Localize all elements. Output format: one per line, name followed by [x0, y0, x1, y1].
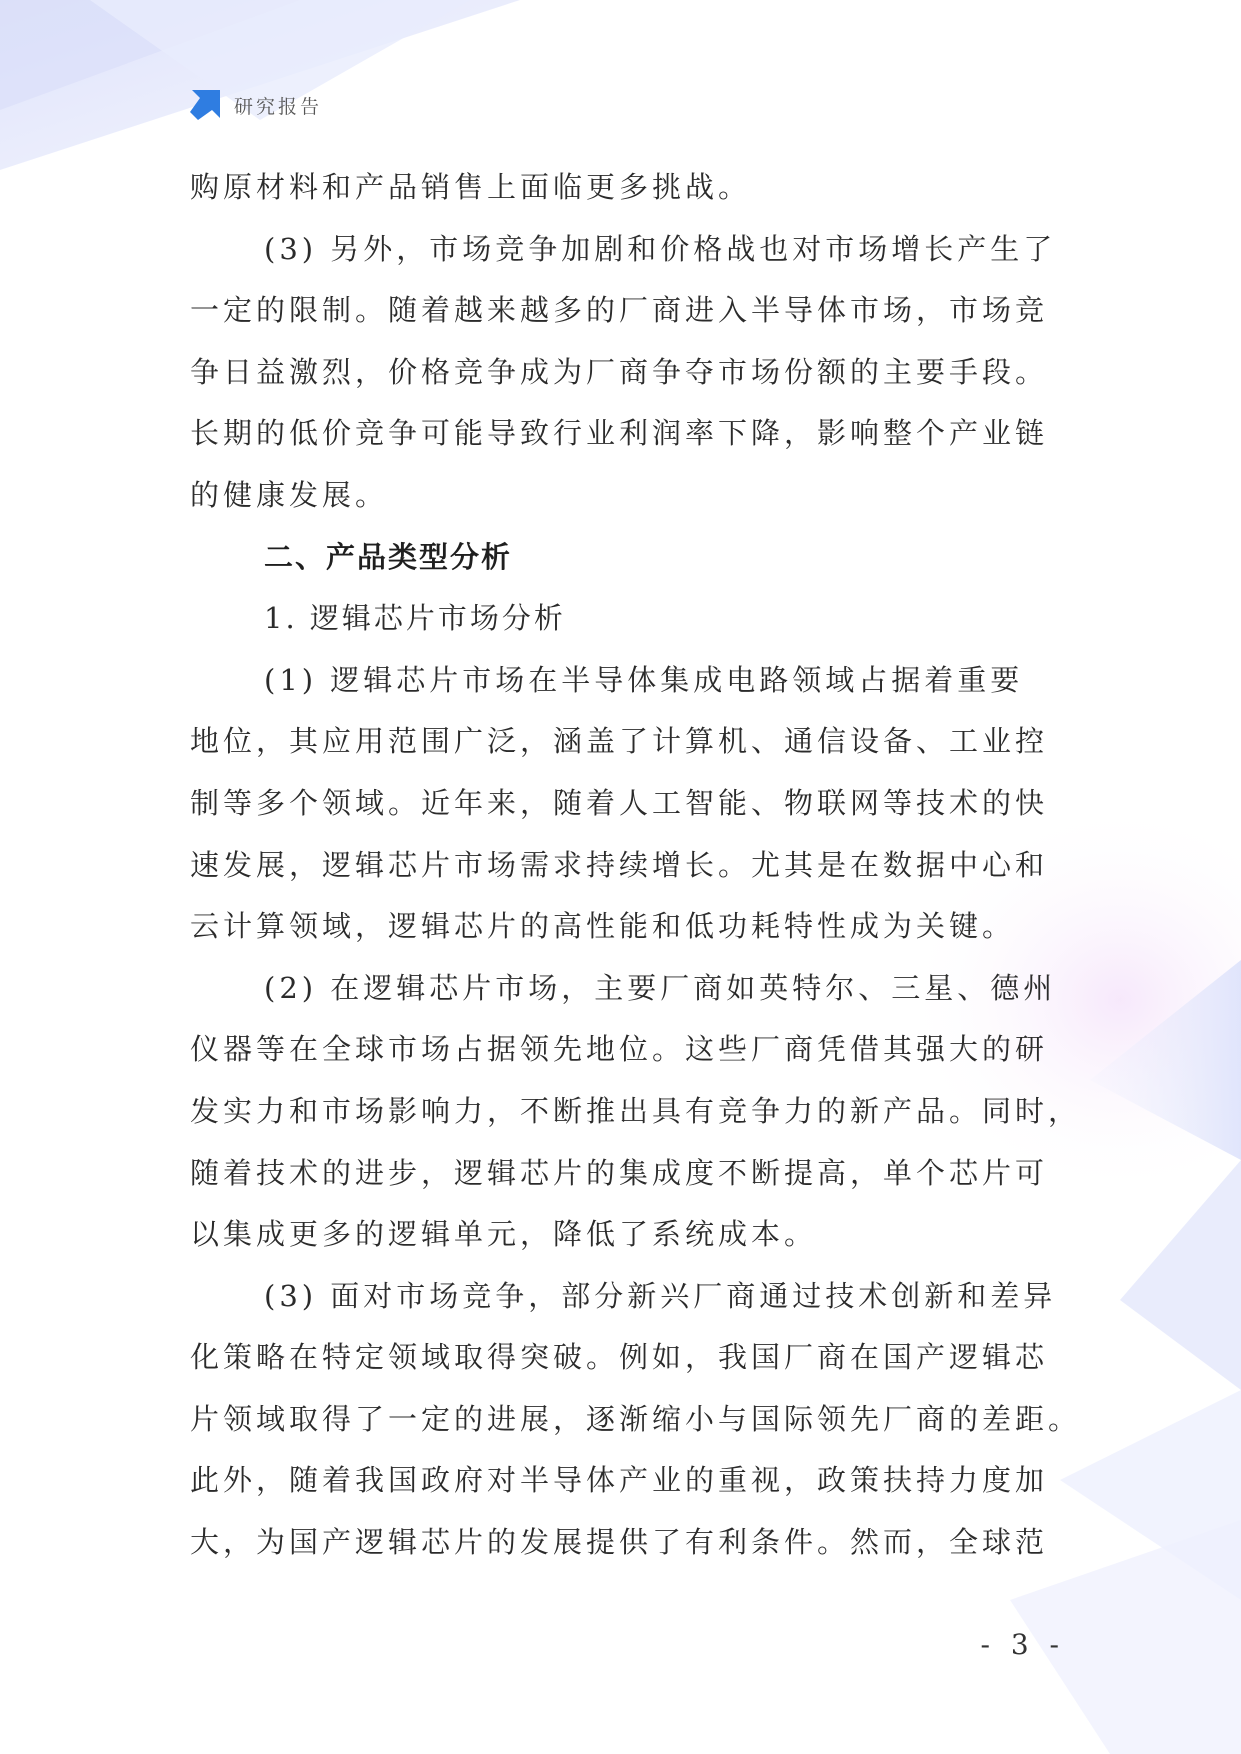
- page-number: - 3 -: [980, 1628, 1065, 1661]
- paragraph-line: 发实力和市场影响力，不断推出具有竞争力的新产品。同时，: [190, 1093, 1082, 1128]
- paragraph-line: 此外，随着我国政府对半导体产业的重视，政策扶持力度加: [190, 1463, 1049, 1498]
- paragraph-line: 长期的低价竞争可能导致行业利润率下降，影响整个产业链: [190, 416, 1049, 451]
- document-body: [190, 157, 1082, 1574]
- paragraph-line: 随着技术的进步，逻辑芯片的集成度不断提高，单个芯片可: [190, 1155, 1049, 1190]
- paragraph-line: 制等多个领域。近年来，随着人工智能、物联网等技术的快: [190, 785, 1049, 820]
- paragraph-line: 化策略在特定领域取得突破。例如，我国厂商在国产逻辑芯: [190, 1340, 1049, 1375]
- section-heading: 二、产品类型分析: [264, 539, 513, 574]
- paragraph-line: 地位，其应用范围广泛，涵盖了计算机、通信设备、工业控: [190, 724, 1049, 759]
- paragraph-line: (1) 逻辑芯片市场在半导体集成电路领域占据着重要: [264, 662, 1024, 697]
- paragraph-line: 仪器等在全球市场占据领先地位。这些厂商凭借其强大的研: [190, 1032, 1049, 1067]
- arrow-up-right-icon: [188, 88, 222, 122]
- paragraph-line: (3) 另外，市场竞争加剧和价格战也对市场增长产生了: [264, 231, 1057, 266]
- header-title: 研究报告: [234, 95, 323, 118]
- paragraph-line: 片领域取得了一定的进展，逐渐缩小与国际领先厂商的差距。: [190, 1401, 1082, 1436]
- paragraph-line: 的健康发展。: [190, 477, 389, 512]
- paragraph-line: 争日益激烈，价格竞争成为厂商争夺市场份额的主要手段。: [190, 354, 1049, 389]
- paragraph-line: 一定的限制。随着越来越多的厂商进入半导体市场，市场竞: [190, 293, 1049, 328]
- subsection-heading: 1. 逻辑芯片市场分析: [264, 601, 566, 636]
- report-header: [188, 88, 322, 122]
- paragraph-line: 购原材料和产品销售上面临更多挑战。: [190, 170, 752, 204]
- paragraph-line: 速发展，逻辑芯片市场需求持续增长。尤其是在数据中心和: [190, 847, 1049, 882]
- paragraph-line: 大，为国产逻辑芯片的发展提供了有利条件。然而，全球范: [190, 1525, 1049, 1560]
- paragraph-line: 以集成更多的逻辑单元，降低了系统成本。: [190, 1217, 818, 1252]
- paragraph-line: 云计算领域，逻辑芯片的高性能和低功耗特性成为关键。: [190, 909, 1016, 944]
- paragraph-line: (2) 在逻辑芯片市场，主要厂商如英特尔、三星、德州: [264, 970, 1057, 1005]
- paragraph-line: (3) 面对市场竞争，部分新兴厂商通过技术创新和差异: [264, 1278, 1057, 1313]
